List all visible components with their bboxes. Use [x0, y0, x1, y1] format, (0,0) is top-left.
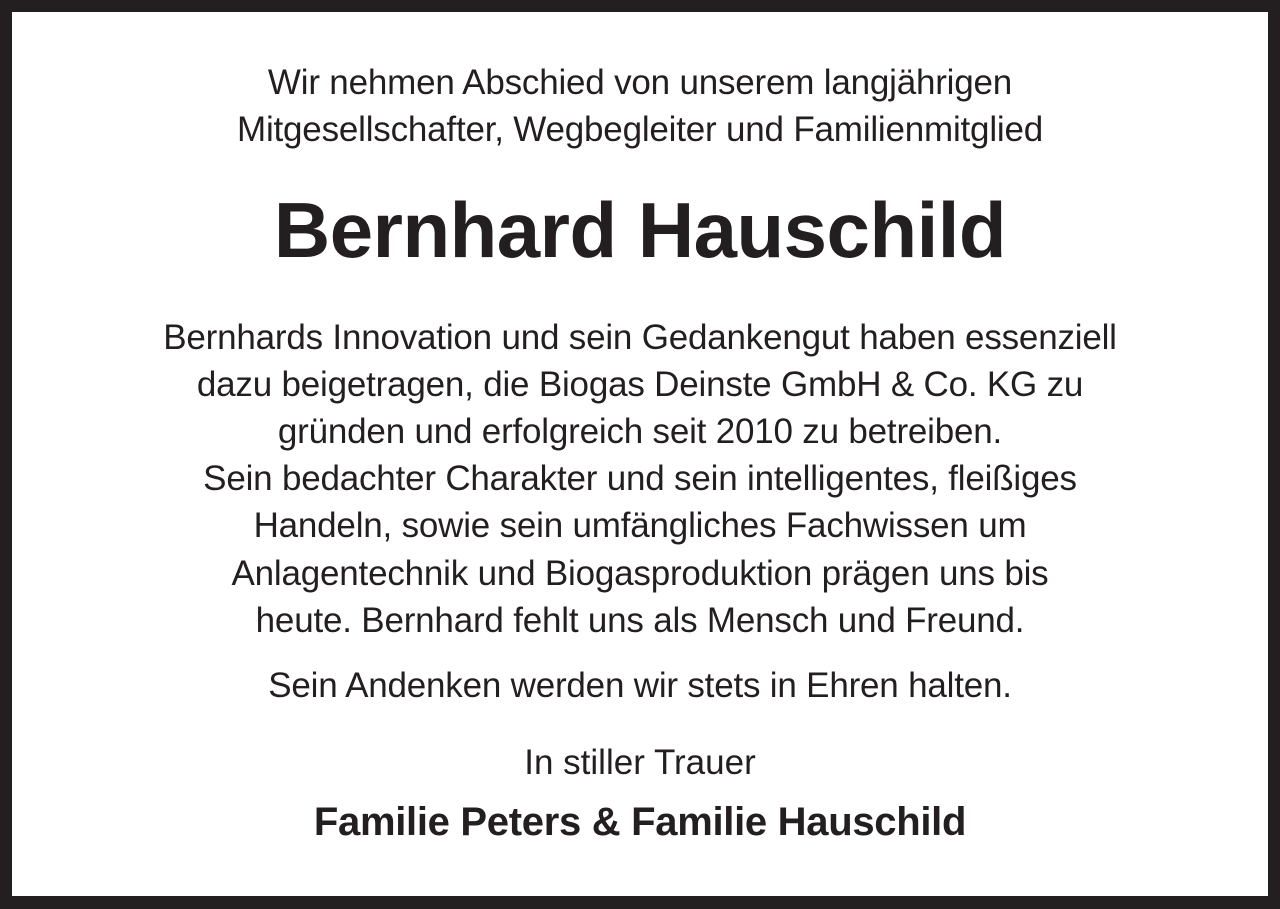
tribute-line-2: dazu beigetragen, die Biogas Deinste GmbH & Co. KG zu — [196, 365, 1084, 404]
intro-line-2: Mitgesellschafter, Wegbegleiter und Familienmitglied — [236, 110, 1044, 149]
intro-line-1: Wir nehmen Abschied von unserem langjährigen — [267, 63, 1013, 102]
signatories: Familie Peters & Familie Hauschild — [313, 800, 967, 844]
tribute-line-1: Bernhards Innovation und sein Gedankengut haben essenziell — [163, 318, 1117, 357]
deceased-name: Bernhard Hauschild — [273, 186, 1007, 274]
tribute-line-4: Sein bedachter Charakter und sein intelligentes, fleißiges — [203, 459, 1077, 498]
tribute-line-6: Anlagentechnik und Biogasproduktion prägen uns bis — [231, 554, 1049, 593]
mourning-phrase: In stiller Trauer — [524, 743, 756, 782]
tribute-line-5: Handeln, sowie sein umfängliches Fachwissen um — [253, 506, 1027, 545]
remembrance-line: Sein Andenken werden wir stets in Ehren halten. — [268, 666, 1012, 705]
tribute-line-7: heute. Bernhard fehlt uns als Mensch und Freund. — [255, 601, 1025, 640]
tribute-line-3: gründen und erfolgreich seit 2010 zu betreiben. — [277, 412, 1003, 451]
